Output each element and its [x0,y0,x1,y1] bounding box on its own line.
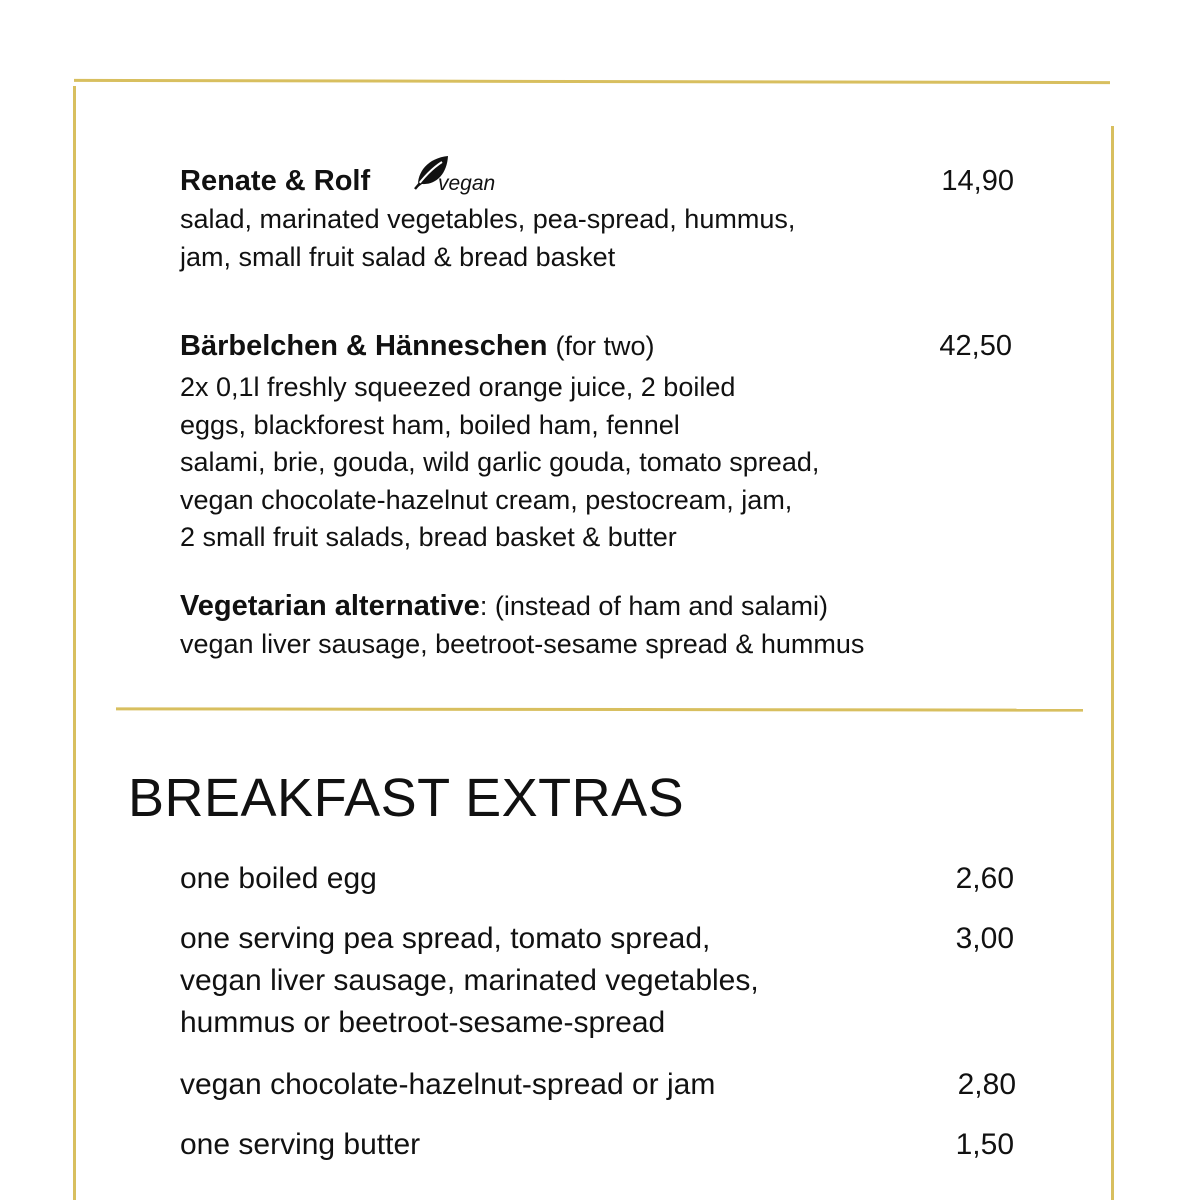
extra-item-name: one serving butter [180,1128,421,1161]
section-title: BREAKFAST EXTRAS [128,768,685,828]
menu-item-name: Renate & Rolf [180,165,371,197]
menu-item-name [180,329,655,363]
extra-item-price: 2,80 [957,1068,1016,1101]
vegan-label: vegan [438,172,496,195]
extra-item-name: one serving pea spread, tomato spread, vegan liver sausage, marinated vegetables, hummus or beetroot-sesame-spread [180,922,759,1039]
vegetarian-alternative-label: Vegetarian alternative [180,590,480,622]
frame-top-border [74,79,1110,84]
menu-item-description: salad, marinated vegetables, pea-spread, hummus, jam, small fruit salad & bread basket [180,204,796,272]
frame-left-border [73,86,76,1200]
section-divider [116,707,1083,711]
extra-item-price: 2,60 [955,862,1014,895]
vegan-badge [414,154,524,198]
menu-item-name-text: Bärbelchen & Hänneschen [180,330,548,362]
extra-item-name: vegan chocolate-hazelnut-spread or jam [180,1068,716,1101]
menu-item-description: 2x 0,1l freshly squeezed orange juice, 2 boiled eggs, blackforest ham, boiled ham, fennel salami, brie, gouda, wild garlic gouda, tomato spread, vegan chocolate-hazelnut cream, pestocream, jam, 2 small fruit salads, bread basket & butter [180,372,820,552]
menu-item-price: 42,50 [939,330,1012,362]
vegetarian-alternative [180,589,828,623]
menu-item-price: 14,90 [941,165,1014,197]
menu-item-note: (for two) [555,331,655,361]
frame-right-border [1111,126,1114,1200]
extra-item-name: one boiled egg [180,862,377,895]
vegetarian-alternative-description: vegan liver sausage, beetroot-sesame spread & hummus [180,629,865,659]
extra-item-price: 1,50 [955,1128,1014,1161]
extra-item-price: 3,00 [955,922,1014,955]
vegetarian-alternative-note: : (instead of ham and salami) [479,591,828,621]
